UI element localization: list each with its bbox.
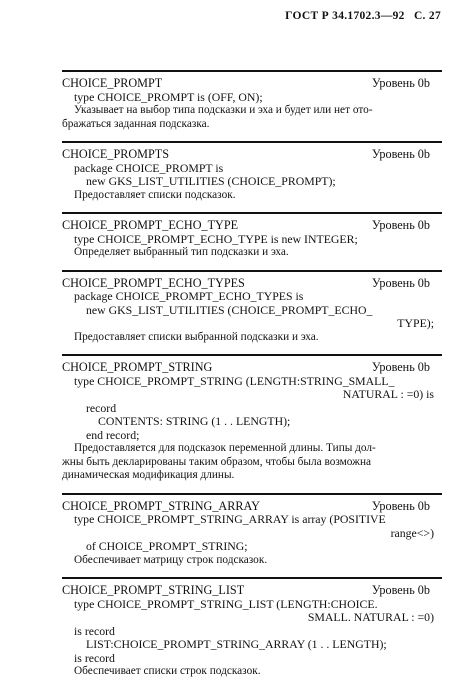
definition-level: Уровень 0b [371,76,430,90]
code-line: package CHOICE_PROMPT is [74,160,224,175]
definition-header [62,500,442,514]
code-line: type CHOICE_PROMPT_STRING (LENGTH:STRING_SMALL_ [74,373,395,388]
definition-description: Предоставляется для подсказок переменной длины. Типы дол- [74,442,376,454]
definition-name: CHOICE_PROMPT [62,76,163,90]
definition-block [62,141,442,206]
definition-name: CHOICE_PROMPTS [62,147,170,161]
code-line: LIST:CHOICE_PROMPT_STRING_ARRAY (1 . . LENGTH); [86,637,387,651]
definition-name: CHOICE_PROMPT_ECHO_TYPES [62,275,245,290]
definition-description: Предоставляет списки подсказок. [74,188,236,201]
definition-level: Уровень 0b [371,218,430,232]
page-number: С. 27 [413,10,441,22]
code-line: is record [74,623,115,638]
definition-description: Обеспечивает списки строк подсказок. [74,665,261,677]
definition-block [62,270,442,349]
definition-description: динамическая модификация длины. [62,469,235,481]
definition-header [62,584,442,598]
definition-block [62,577,442,683]
code-line: type CHOICE_PROMPT_STRING_LIST (LENGTH:CHOICE. [74,596,378,611]
definition-header [62,219,442,233]
code-line: range<>) [390,525,434,540]
code-line: of CHOICE_PROMPT_STRING; [86,539,248,553]
definition-header [62,277,442,291]
definition-name: CHOICE_PROMPT_STRING_ARRAY [62,498,260,513]
code-line: record [86,400,117,415]
definitions-list [62,70,442,683]
code-line: TYPE); [397,316,434,330]
code-line: NATURAL : =0) is [342,387,434,401]
code-line: type CHOICE_PROMPT is (OFF, ON); [74,89,263,104]
definition-description: Указывает на выбор типа подсказки и эха и будет или нет ото- [74,104,373,116]
definition-description: Определяет выбранный тип подсказки и эха. [74,246,289,258]
definition-level: Уровень 0b [371,360,430,374]
code-line: new GKS_LIST_UTILITIES (CHOICE_PROMPT_ECHO_ [86,302,373,317]
code-line: SMALL. NATURAL : =0) [307,610,434,624]
definition-description: бражаться заданная подсказка. [62,117,210,130]
definition-level: Уровень 0b [371,498,430,513]
definition-header [62,77,442,91]
definition-name: CHOICE_PROMPT_ECHO_TYPE [62,218,239,232]
standard-number: ГОСТ Р 34.1702.3—92 [285,10,405,22]
definition-name: CHOICE_PROMPT_STRING [62,360,213,374]
definition-header [62,361,442,375]
definition-level: Уровень 0b [371,147,430,161]
definition-header [62,148,442,162]
definition-level: Уровень 0b [371,275,430,290]
definition-name: CHOICE_PROMPT_STRING_LIST [62,583,245,597]
definition-block [62,70,442,135]
code-line: new GKS_LIST_UTILITIES (CHOICE_PROMPT); [86,174,336,188]
definition-description: Предоставляет списки выбранной подсказки и эха. [74,330,319,343]
code-line: package CHOICE_PROMPT_ECHO_TYPES is [74,289,304,303]
definition-level: Уровень 0b [371,583,430,597]
code-line: type CHOICE_PROMPT_ECHO_TYPE is new INTEGER; [74,231,358,246]
definition-block [62,354,442,487]
definition-description: жны быть декларированы таким образом, чтобы была возможна [62,455,372,468]
code-line: type CHOICE_PROMPT_STRING_ARRAY is array (POSITIVE [74,512,386,526]
code-line: CONTENTS: STRING (1 . . LENGTH); [98,414,291,428]
page-header [279,10,441,22]
code-line: is record [74,650,115,665]
definition-block [62,212,442,264]
code-line: end record; [86,427,140,442]
definition-block [62,493,442,572]
definition-description: Обеспечивает матрицу строк подсказок. [74,553,268,566]
